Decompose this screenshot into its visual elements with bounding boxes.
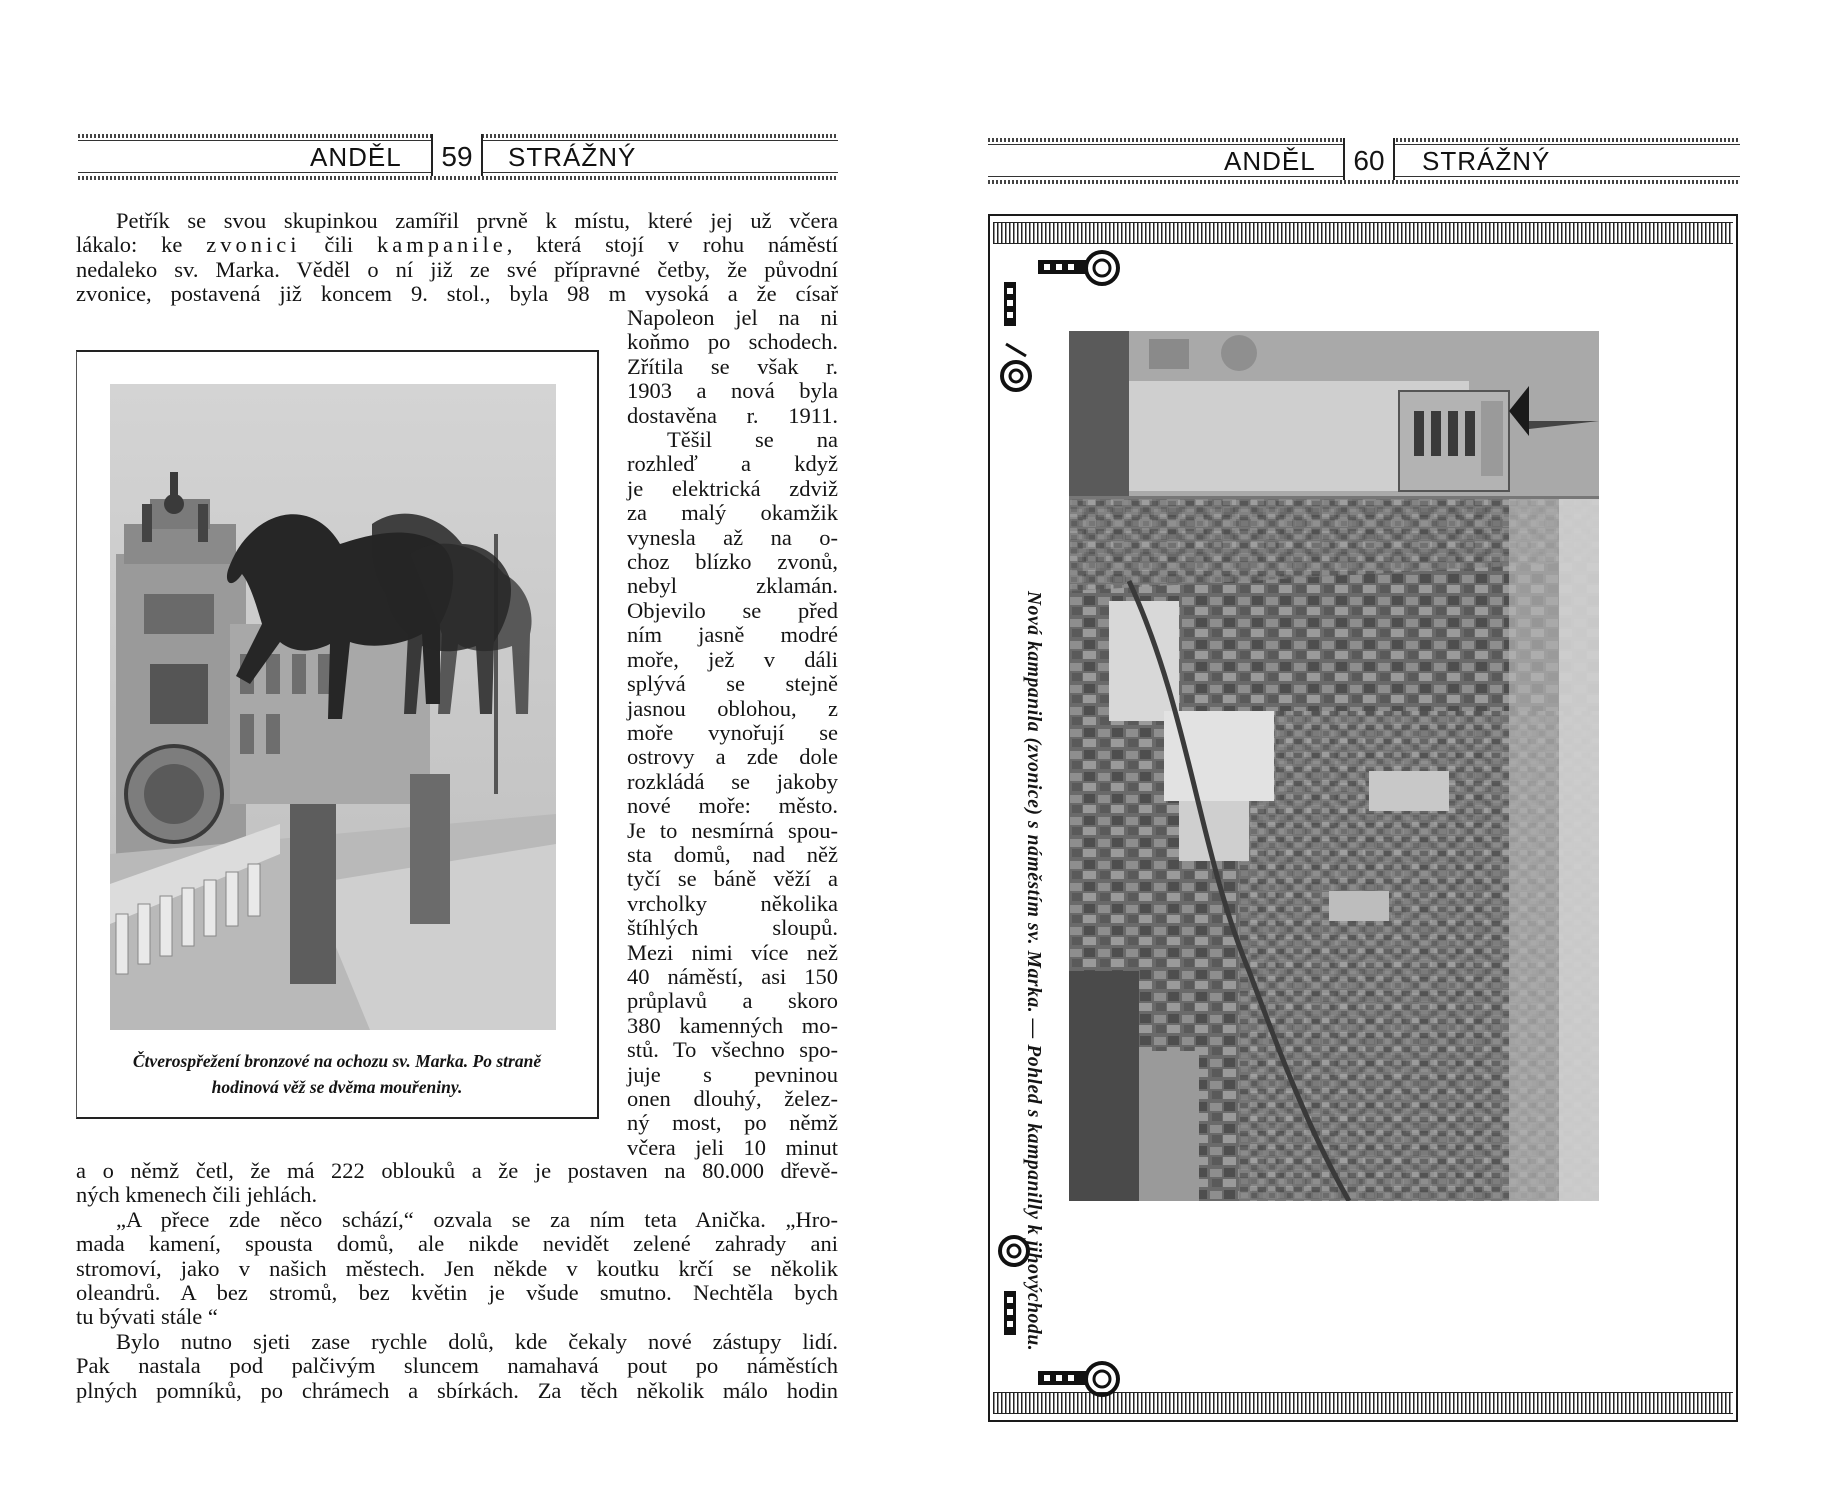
text-line: nové moře: město. bbox=[627, 793, 838, 819]
text-line: koňmo po schodech. bbox=[627, 329, 838, 355]
header-title-right: STRÁŽNÝ bbox=[1422, 146, 1551, 176]
text-run: lákalo: ke bbox=[76, 232, 207, 258]
text-line: ný most, po němž bbox=[627, 1110, 838, 1136]
text-line: splývá se stejně bbox=[627, 671, 838, 697]
header-dotted-rule bbox=[78, 176, 838, 180]
running-header bbox=[988, 134, 1740, 188]
text-line: moře, jež v dáli bbox=[627, 646, 838, 672]
text-line: Mezi nimi více než bbox=[627, 939, 838, 965]
header-dotted-rule bbox=[988, 180, 1740, 184]
running-header bbox=[78, 130, 838, 184]
text-line: ných kmenech čili jehlách. bbox=[76, 1182, 318, 1208]
text-run: čili bbox=[300, 232, 378, 258]
text-line: stromoví, jako v našich městech. Jen někde v koutku krčí se několik bbox=[76, 1255, 838, 1281]
figure-caption-line: Čtverospřežení bronzové na ochozu sv. Marka. Po straně bbox=[132, 1051, 542, 1071]
text-line: za malý okamžik bbox=[627, 500, 838, 526]
text-line: je elektrická zdviž bbox=[627, 475, 838, 501]
page-number: 60 bbox=[1343, 138, 1395, 180]
header-title-right: STRÁŽNÝ bbox=[508, 142, 637, 172]
text-line: průplavů a skoro bbox=[627, 988, 838, 1014]
text-line: „A přece zde něco schází,“ ozvala se za ním teta Anička. „Hro- bbox=[116, 1206, 838, 1232]
text-line: 40 náměstí, asi 150 bbox=[627, 963, 838, 989]
body-text-bottom bbox=[76, 1159, 838, 1403]
text-run: , která stojí v rohu náměstí bbox=[506, 232, 839, 258]
clock-tower bbox=[116, 472, 246, 854]
text-line: oleandrů. A bez stromů, bez květin je všude smutno. Nechtěla bych bbox=[76, 1280, 838, 1306]
text-line: tyčí se báně věží a bbox=[627, 866, 838, 892]
text-line: stů. To všechno spo- bbox=[627, 1037, 838, 1063]
vertical-caption bbox=[1020, 591, 1050, 1391]
text-line: Pak nastala pod palčivým sluncem namahavá pout po náměstích bbox=[76, 1353, 838, 1379]
page-number: 59 bbox=[431, 134, 483, 176]
text-line: tu bývati stále “ bbox=[76, 1304, 218, 1330]
text-line: 1903 a nová byla bbox=[627, 378, 838, 404]
figure-frame bbox=[76, 350, 599, 1119]
text-line: Těšil se na bbox=[667, 427, 838, 453]
scroll-ornament-icon bbox=[994, 1231, 1124, 1401]
text-line: vynesla až na o- bbox=[627, 524, 838, 550]
figure-caption bbox=[85, 1048, 589, 1100]
text-line: choz blízko zvonů, bbox=[627, 549, 838, 575]
text-line: plných pomníků, po chrámech a sbírkách. Za těch několik málo hodin bbox=[76, 1377, 838, 1403]
text-line: rozkládá se jakoby bbox=[627, 768, 838, 794]
header-title-left: ANDĚL bbox=[1224, 146, 1316, 176]
text-line: juje s pevninou bbox=[627, 1061, 838, 1087]
text-line: ostrovy a zde dole bbox=[627, 744, 838, 770]
text-run: zvonici bbox=[206, 232, 301, 258]
text-line: zvonice, postavená již koncem 9. stol., byla 98 m vysoká a že císař bbox=[76, 281, 838, 307]
body-text-column bbox=[627, 306, 838, 1160]
right-page bbox=[911, 0, 1822, 1500]
text-line: rozhleď a když bbox=[627, 451, 838, 477]
text-line: jasnou oblohou, z bbox=[627, 695, 838, 721]
text-line: ním jasně modré bbox=[627, 622, 838, 648]
hatched-border bbox=[993, 222, 1733, 244]
text-line: Bylo nutno sjeti zase rychle dolů, kde čekaly nové zástupy lidí. bbox=[116, 1328, 838, 1354]
figure-caption-line: hodinová věž se dvěma mouřeniny. bbox=[211, 1077, 463, 1097]
text-line: moře vynořují se bbox=[627, 719, 838, 745]
text-line: onen dlouhý, želez- bbox=[627, 1086, 838, 1111]
text-line bbox=[76, 233, 838, 257]
text-line: včera jeli 10 minut bbox=[627, 1134, 838, 1160]
text-line: Petřík se svou skupinkou zamířil prvně k místu, které jej už včera bbox=[116, 208, 838, 233]
text-line: mada kamení, spousta domů, ale nikde nevidět zelené zahrady ani bbox=[76, 1231, 838, 1257]
text-line: a o němž četl, že má 222 oblouků a že je postaven na 80.000 dřevě- bbox=[76, 1158, 838, 1183]
scroll-ornament-icon bbox=[998, 336, 1048, 416]
photo-plate bbox=[988, 214, 1738, 1422]
text-line: Zřítila se však r. bbox=[627, 353, 838, 379]
aerial-venice-photo bbox=[1069, 331, 1599, 1201]
campanile-tower bbox=[1069, 331, 1599, 496]
text-line: nebyl zklamán. bbox=[627, 573, 838, 599]
body-text-top bbox=[76, 209, 838, 307]
text-line: Objevilo se před bbox=[627, 597, 838, 623]
text-line: Napoleon jel na ni bbox=[627, 305, 838, 330]
text-run: kampanile bbox=[377, 232, 507, 258]
text-line: dostavěna r. 1911. bbox=[627, 402, 838, 428]
text-line: sta domů, nad něž bbox=[627, 841, 838, 867]
text-line: štíhlých sloupů. bbox=[627, 915, 838, 941]
scroll-ornament-icon bbox=[994, 246, 1124, 336]
text-line: nedaleko sv. Marka. Věděl o ní již ze své přípravné četby, že původní bbox=[76, 256, 838, 282]
plate-caption: Nová kampanila (zvonice) s náměstím sv. Marka. — Pohled s kampanilly k jihovýchodu. bbox=[1023, 591, 1044, 1352]
header-title-left: ANDĚL bbox=[310, 142, 402, 172]
bronze-horses-photo bbox=[110, 384, 556, 1030]
text-line: 380 kamenných mo- bbox=[627, 1012, 838, 1038]
text-line: vrcholky několika bbox=[627, 890, 838, 916]
text-line: Je to nesmírná spou- bbox=[627, 817, 838, 843]
